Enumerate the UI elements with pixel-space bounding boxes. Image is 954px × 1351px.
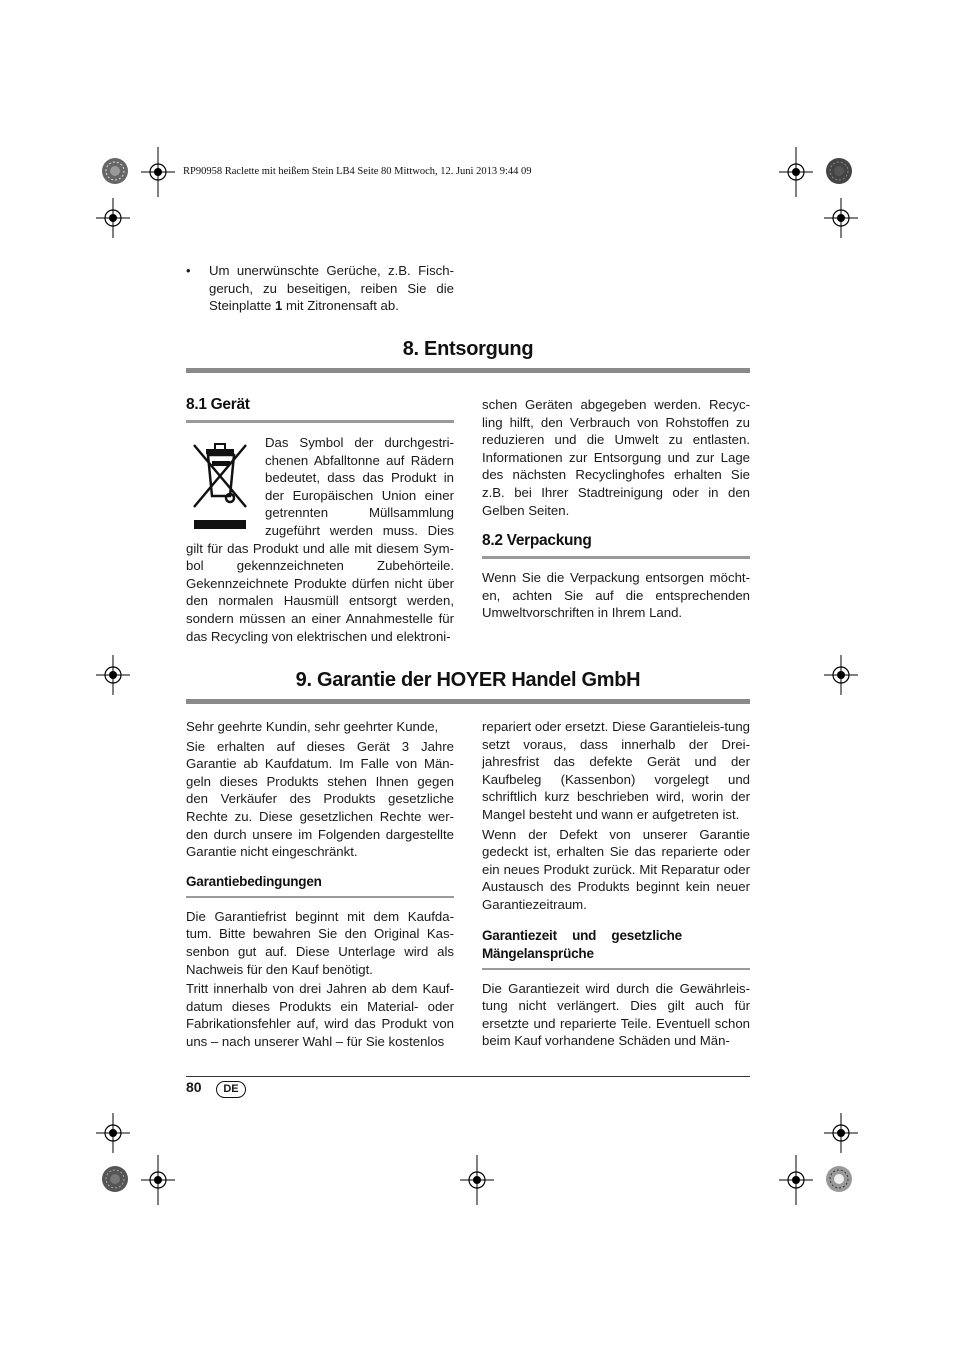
geraet-intro: Das Symbol der durchgestri-chenen Abfalltonne auf Rädern bedeutet, dass das Produkt in der Europäischen Union einer getrennten Müllsammlung zugeführt werden muss. Dies gilt für das Produkt und alle mit diesem Sym-bol gekennzeichneten Zubehörteile. Gekennzeichnete Produkte dürfen nicht über den normalen Hausmüll entsorgt werden, sondern müssen an einer Annahmestelle für das Recycling von elektrischen und elektroni- (186, 435, 454, 644)
greeting: Sehr geehrte Kundin, sehr geehrter Kunde, (186, 719, 439, 734)
geraet-column (186, 396, 454, 423)
crosshair-registration-mark-icon (460, 1155, 494, 1205)
bullet-text: Um unerwünschte Gerüche, z.B. Fisch-geruch, zu beseitigen, reiben Sie die Steinplatte 1 mit Zitronensaft ab. (209, 263, 454, 314)
garantiezeit-text: Die Garantiezeit wird durch die Gewährleis-tung nicht verlängert. Dies gilt auch für ersetzte und reparierte Teile. Eventuell schon beim Kauf vorhandene Schäden und Män- (482, 980, 750, 1049)
language-badge: DE (216, 1081, 246, 1098)
crosshair-registration-mark-icon (96, 198, 130, 238)
crosshair-registration-mark-icon (141, 147, 175, 197)
bedingungen-p3: repariert oder ersetzt. Diese Garantieleis-tung setzt voraus, dass innerhalb der Drei-jahresfrist das defekte Gerät und der Kaufbeleg (Kassenbon) vorgelegt und schriftlich kurz beschrieben wird, worin der Mangel besteht und wann er aufgetreten ist. (482, 719, 750, 822)
garantiezeit-heading (482, 927, 750, 970)
bedingungen-p2: Tritt innerhalb von drei Jahren ab dem Kauf-datum dieses Produkts ein Material- oder Fabrikationsfehler auf, wird das Produkt von uns – nach unserer Wahl – für Sie kostenlos (186, 981, 454, 1049)
starburst-color-target-icon (825, 1165, 853, 1193)
verpackung-text: Wenn Sie die Verpackung entsorgen möcht-en, achten Sie auf die entsprechenden Umweltvorschriften in Ihrem Land. (482, 570, 750, 621)
cleaning-bullet (186, 262, 454, 315)
crosshair-registration-mark-icon (141, 1155, 175, 1205)
bedingungen-p1: Die Garantiefrist beginnt mit dem Kaufda-tum. Bitte bewahren Sie den Original Kas-senbon gut auf. Diese Unterlage wird als Nachweis für den Kauf benötigt. (186, 908, 454, 977)
starburst-color-target-icon (101, 1165, 129, 1193)
print-header: RP90958 Raclette mit heißem Stein LB4 Seite 80 Mittwoch, 12. Juni 2013 9:44 09 (183, 166, 532, 177)
geraet-continued: schen Geräten abgegeben werden. Recyc-ling hilft, den Verbrauch von Rohstoffen zu reduzieren und die Umwelt zu entlasten. Informationen zur Entsorgung und zur Lage des nächsten Recyclinghofes erhalten Sie z.B. bei Ihrer Stadtreinigung oder in den Gelben Seiten. (482, 397, 750, 518)
geraet-text-wrap (186, 434, 454, 645)
subsection-title-geraet: 8.1 Gerät (186, 396, 250, 413)
crosshair-registration-mark-icon (824, 198, 858, 238)
page-number: 80 (186, 1079, 202, 1095)
verpackung-column (482, 532, 750, 622)
crosshair-registration-mark-icon (824, 1113, 858, 1153)
crosshair-registration-mark-icon (96, 1113, 130, 1153)
subsection-title-verpackung: 8.2 Verpackung (482, 532, 592, 549)
section-title-entsorgung: 8. Entsorgung (402, 338, 534, 360)
subsection-title-garantiezeit: Garantiezeit und gesetzliche Mängelansprüche (482, 927, 682, 961)
crosshair-registration-mark-icon (779, 1155, 813, 1205)
garantie-right-column (482, 718, 750, 1052)
section-title-garantie: 9. Garantie der HOYER Handel GmbH (295, 669, 641, 691)
crosshair-registration-mark-icon (824, 655, 858, 695)
starburst-color-target-icon (825, 157, 853, 185)
subsection-rule (482, 968, 750, 970)
garantie-intro: Sie erhalten auf dieses Gerät 3 Jahre Garantie ab Kaufdatum. Im Falle von Män-geln dieses Produkts stehen Ihnen gegen den Verkäufer des Produkts gesetzliche Rechte zu. Diese gesetzlichen Rechte wer-den durch unsere im Folgenden dargestellte Garantie nicht eingeschränkt. (186, 738, 454, 860)
bedingungen-p4: Wenn der Defekt von unserer Garantie gedeckt ist, erhalten Sie das reparierte oder ein neues Produkt zurück. Mit Reparatur oder Austausch des Produkts beginnt kein neuer Garantiezeitraum. (482, 826, 750, 912)
subsection-rule (482, 556, 750, 559)
icon-float-spacer (186, 434, 265, 538)
subsection-rule (186, 896, 454, 898)
subsection-rule (186, 420, 454, 423)
bedingungen-heading (186, 873, 454, 898)
section-rule (186, 699, 750, 704)
subsection-title-bedingungen: Garantiebedingungen (186, 873, 322, 889)
bullet-dot: • (186, 263, 191, 278)
starburst-color-target-icon (101, 157, 129, 185)
section-rule (186, 368, 750, 373)
garantie-left-column (186, 718, 454, 1053)
crosshair-registration-mark-icon (779, 147, 813, 197)
crosshair-registration-mark-icon (96, 655, 130, 695)
footer-rule (186, 1076, 750, 1077)
